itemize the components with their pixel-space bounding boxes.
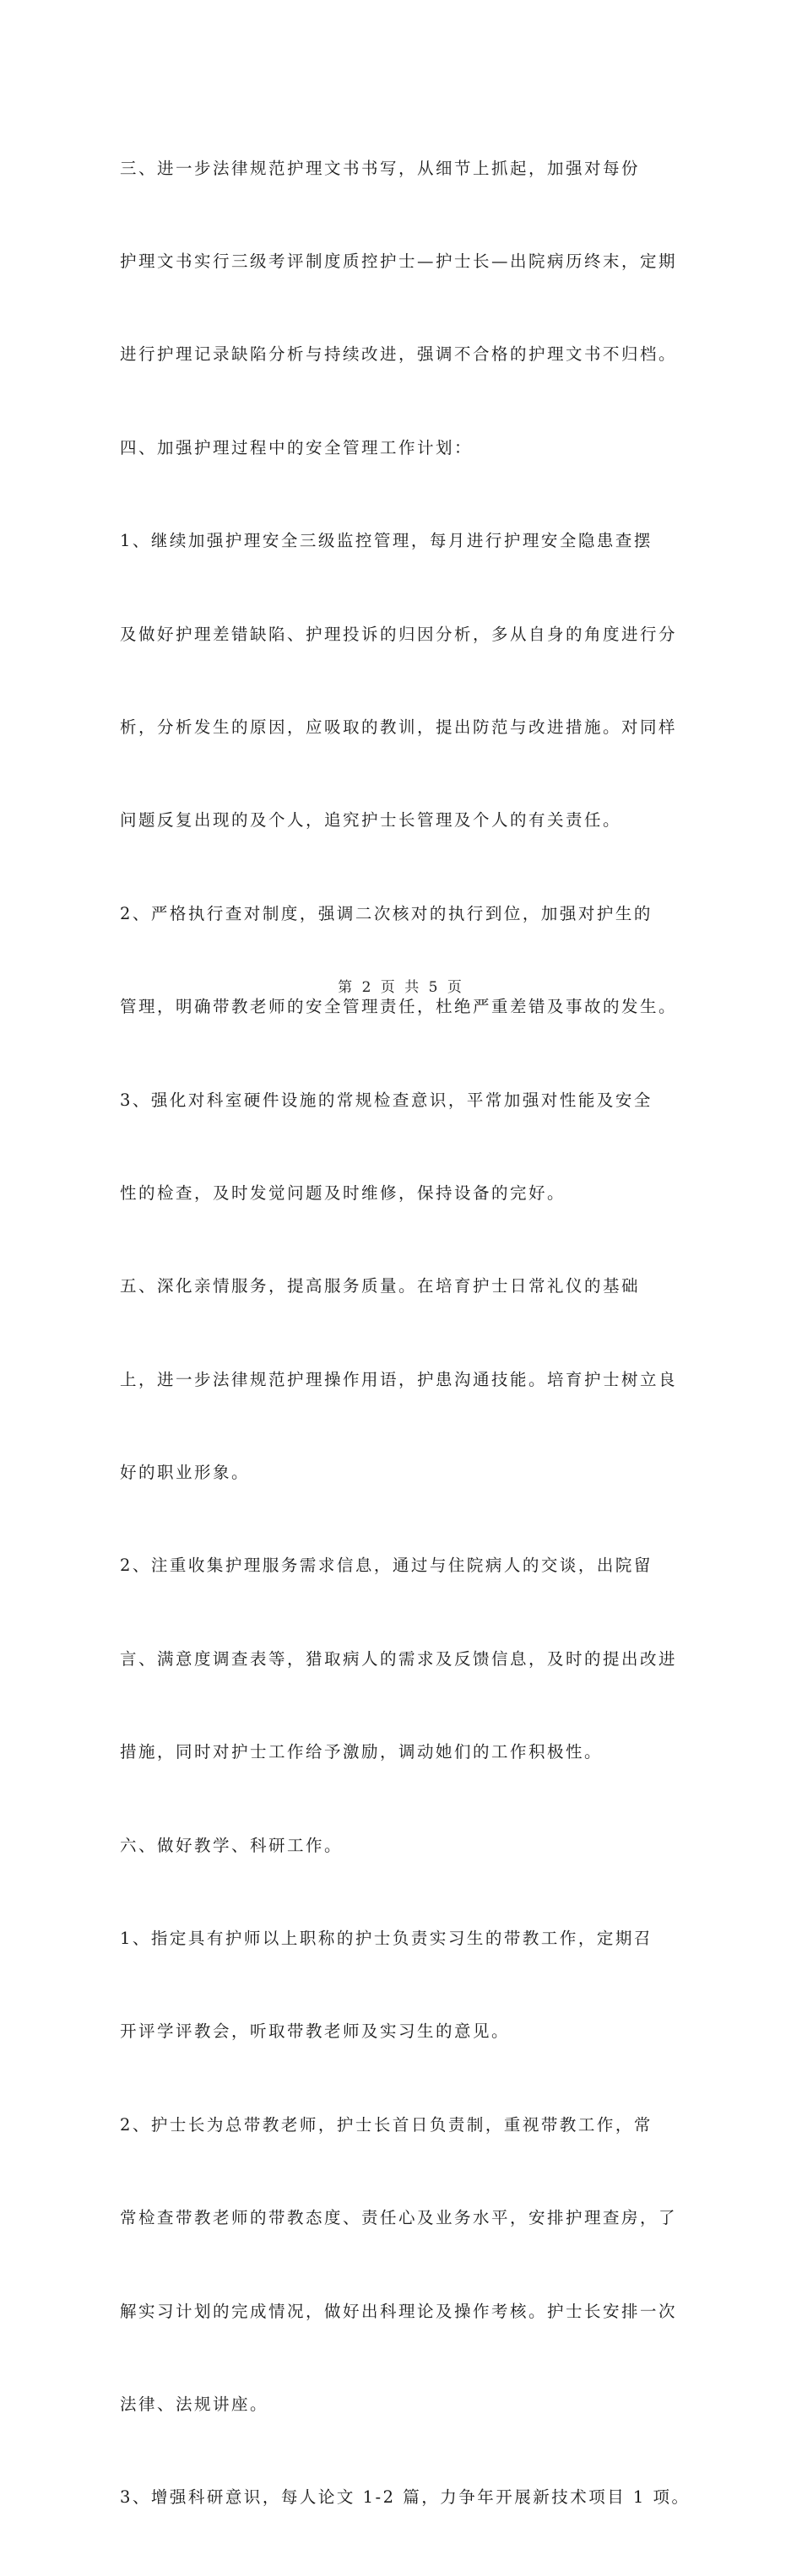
text-line: 及做好护理差错缺陷、护理投诉的归因分析，多从自身的角度进行分	[120, 624, 678, 644]
text-line: 1、继续加强护理安全三级监控管理，每月进行护理安全隐患查摆	[120, 531, 653, 551]
section-heading: 六、做好教学、科研工作。	[120, 1835, 344, 1855]
text-line: 问题反复出现的及个人，追究护士长管理及个人的有关责任。	[120, 810, 622, 831]
text-line: 1、指定具有护师以上职称的护士负责实习生的带教工作，定期召	[120, 1929, 653, 1949]
text-line: 2、注重收集护理服务需求信息，通过与住院病人的交谈，出院留	[120, 1556, 653, 1576]
section-heading: 五、深化亲情服务，提高服务质量。在培育护士日常礼仪的基础	[120, 1276, 641, 1296]
text-line: 进行护理记录缺陷分析与持续改进，强调不合格的护理文书不归档。	[120, 344, 678, 365]
text-line: 护理文书实行三级考评制度质控护士—护士长—出院病历终末，定期	[120, 251, 678, 271]
text-line: 3、增强科研意识，每人论文 1-2 篇，力争年开展新技术项目 1 项。	[120, 2487, 691, 2508]
text-line: 言、满意度调查表等，猎取病人的需求及反馈信息，及时的提出改进	[120, 1648, 678, 1669]
page-number: 第 2 页 共 5 页	[338, 979, 464, 996]
body-text	[120, 91, 694, 2576]
text-line: 措施，同时对护士工作给予激励，调动她们的工作积极性。	[120, 1742, 604, 1762]
text-line: 开评学评教会，听取带教老师及实习生的意见。	[120, 2021, 511, 2042]
text-line: 3、强化对科室硬件设施的常规检查意识，平常加强对性能及安全	[120, 1090, 653, 1110]
text-line: 管理，明确带教老师的安全管理责任，杜绝严重差错及事故的发生。	[120, 997, 678, 1017]
text-line: 上，进一步法律规范护理操作用语，护患沟通技能。培育护士树立良	[120, 1369, 678, 1389]
text-line: 性的检查，及时发觉问题及时维修，保持设备的完好。	[120, 1182, 566, 1203]
text-line: 析，分析发生的原因，应吸取的教训，提出防范与改进措施。对同样	[120, 717, 678, 737]
text-line: 常检查带教老师的带教态度、责任心及业务水平，安排护理查房，了	[120, 2208, 678, 2228]
text-line: 好的职业形象。	[120, 1463, 251, 1483]
text-line: 2、严格执行查对制度，强调二次核对的执行到位，加强对护生的	[120, 903, 653, 923]
text-line: 三、进一步法律规范护理文书书写，从细节上抓起，加强对每份	[120, 158, 641, 178]
text-line: 2、护士长为总带教老师，护士长首日负责制，重视带教工作，常	[120, 2114, 653, 2135]
document-body	[120, 91, 694, 2576]
section-heading: 四、加强护理过程中的安全管理工作计划：	[120, 437, 474, 457]
text-line: 法律、法规讲座。	[120, 2394, 269, 2414]
text-line: 解实习计划的完成情况，做好出科理论及操作考核。护士长安排一次	[120, 2301, 678, 2321]
